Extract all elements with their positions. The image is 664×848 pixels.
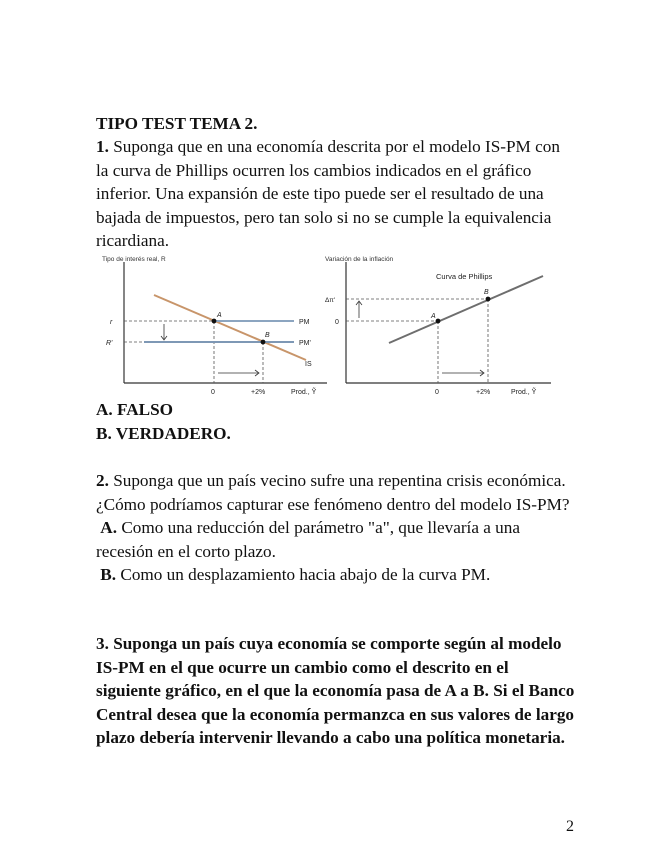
question-2-number: 2. [96,471,109,490]
question-2-stem [96,469,576,516]
r2-label: R' [106,340,113,347]
question-1-option-b[interactable]: B. VERDADERO. [96,423,231,443]
question-1-number: 1. [96,137,109,156]
point-b-left [261,340,266,345]
question-2-option-b-text: Como un desplazamiento hacia abajo de la curva PM. [116,565,491,584]
phillips-curve [389,276,543,343]
question-1-options [96,398,576,445]
right-tick-zero: 0 [435,389,439,396]
is-pm-phillips-figure [96,252,566,400]
phillips-panel [325,256,551,396]
point-b-right [486,297,491,302]
r-label: r [110,319,113,326]
question-2-option-a[interactable] [96,516,576,563]
point-b-left-label: B [265,332,270,339]
point-a-left [212,319,217,324]
pm-label: PM [299,319,310,326]
point-a-left-label: A [217,312,222,319]
page-number: 2 [566,818,574,835]
question-1-text: Suponga que en una economía descrita por el modelo IS-PM con la curva de Phillips ocurren los cambios indicados en el gráfico inferior. Una expansión de este tipo puede ser el resultado de una bajada de impuestos, pero tan solo si no se cumple la equivalencia ricardiana. [96,137,560,250]
zero-label: 0 [335,319,339,326]
left-xlabel: Prod., Ỹ [291,389,317,396]
right-tick-two: +2% [476,389,491,396]
question-2-option-b[interactable] [96,563,576,587]
question-2-text: Suponga que un país vecino sufre una repentina crisis económica. ¿Cómo podríamos capturar ese fenómeno dentro del modelo IS-PM? [96,471,570,514]
pm2-label: PM' [299,340,311,347]
point-a-right [436,319,441,324]
right-ylabel: Variación de la inflación [325,256,394,263]
question-2 [96,469,576,587]
point-a-right-label: A [431,313,436,320]
question-1-option-a[interactable]: A. FALSO [96,400,174,419]
left-tick-two: +2% [251,389,266,396]
left-tick-zero: 0 [211,389,215,396]
point-b-right-label: B [484,289,489,296]
phillips-curve-label: Curva de Phillips [436,272,493,281]
question-3: 3. Suponga un país cuya economía se comporte según al modelo IS-PM en el que ocurre un cambio como el descrito en el siguiente gráfico, en el que la economía pasa de A a B. Si el Banco Central desea que la economía permanzca en sus valores de largo plazo debería intervenir llevando a cabo una política monetaria. [96,634,575,747]
page-title: TIPO TEST TEMA 2. [96,114,258,133]
question-2-option-b-letter: B. [100,565,117,584]
is-pm-panel [102,256,327,396]
question-2-option-a-text: Como una reducción del parámetro "a", que llevaría a una recesión en el corto plazo. [96,518,520,561]
dpi-label: Δπ' [325,297,336,304]
is-label: IS [305,361,312,368]
question-2-option-a-letter: A. [100,518,118,537]
question-1 [96,135,576,253]
is-curve [154,295,306,360]
right-xlabel: Prod., Ỹ [511,389,537,396]
left-ylabel: Tipo de interés real, R [102,256,166,263]
